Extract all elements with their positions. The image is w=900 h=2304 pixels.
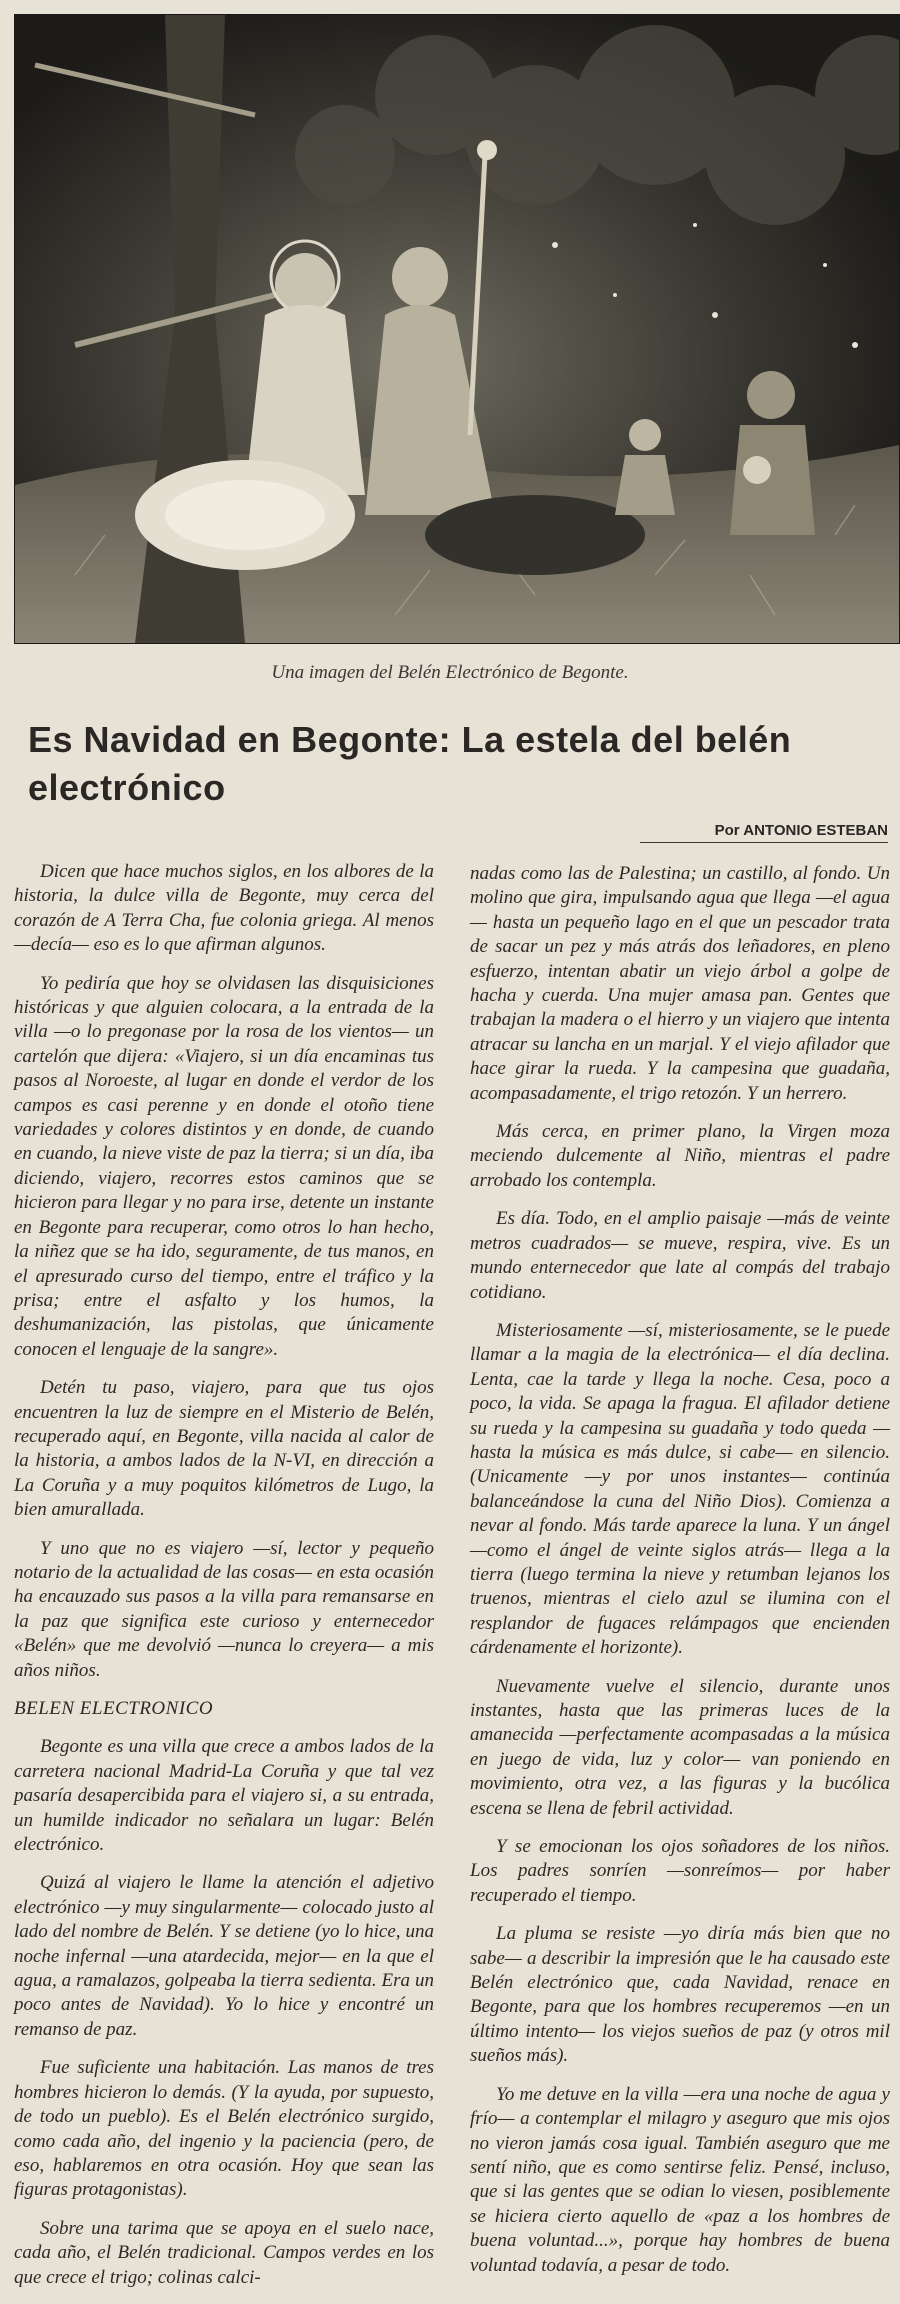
article-column-right [470, 862, 890, 2292]
headline: Es Navidad en Begonte: La estela del belén electrónico [28, 719, 792, 808]
paragraph: Sobre una tarima que se apoya en el suelo nace, cada año, el Belén tradicional. Campos verdes en los que crece el trigo; colinas calci- [14, 2217, 434, 2288]
paragraph: Begonte es una villa que crece a ambos lados de la carretera nacional Madrid-La Coruña y que tal vez pasaría desapercibida para el viajero si, a su entrada, un humilde indicador no señalara un lugar: Belén electrónico. [14, 1736, 434, 1856]
nativity-photo [14, 14, 900, 644]
paragraph: Quizá al viajero le llame la atención el adjetivo electrónico —y muy singularmente— colocado justo al lado del nombre de Belén. Y se detiene (yo lo hice, una noche infernal —una atardecida, mejor— en la que el agua, a ramalazos, golpeaba la tierra sedienta. Era un poco antes de Navidad). Yo lo hice y encontré un remanso de paz. [14, 1872, 434, 2040]
paragraph-continued: nadas como las de Palestina; un castillo, al fondo. Un molino que gira, impulsando agua que llega —el agua— hasta un pequeño lago en el que un pescador trata de sacar un pez y más atrás dos leñadores, en pleno esfuerzo, intentan abatir un viejo árbol a golpe de hacha y cuerda. Una mujer amasa pan. Gentes que trabajan la madera o el hierro y un viajero que intenta atracar su lancha en un marjal. Y el viejo afilador que hace girar la rueda. Y la campesina que guadaña, acompasadamente, el trigo retozón. Y un herrero. [470, 863, 890, 1104]
paragraph: Más cerca, en primer plano, la Virgen moza meciendo dulcemente al Niño, mientras el padre arrobado los contempla. [470, 1121, 890, 1191]
paragraph: Misteriosamente —sí, misteriosamente, se le puede llamar a la magia de la electrónica— el día declina. Lenta, cae la tarde y llega la noche. Cesa, poco a poco, la vida. Se apaga la fragua. El afilador detiene su rueda y la campesina su guadaña y todo queda —hasta la música es más dulce, si cabe— en silencio. (Unicamente —y por unos instantes— continúa balanceándose la cuna del Niño Dios). Comienza a nevar al fondo. Más tarde aparece la luna. Y un ángel —como el ángel de veinte siglos atrás— llega a la tierra (luego termina la nieve y retumban lejanos los truenos, mientras el cielo azul se ilumina con el resplandor de fugaces relámpagos que encienden cárdenamente el horizonte). [470, 1319, 890, 1659]
nativity-scene-photo-icon [15, 15, 899, 643]
article-column-left [14, 860, 434, 2304]
section-heading: BELEN ELECTRONICO [14, 1698, 214, 1719]
paragraph: Fue suficiente una habitación. Las manos de tres hombres hicieron lo demás. (Y la ayuda, por supuesto, de todo un pueblo). Es el Belén electrónico surgido, como cada año, del ingenio y la paciencia (pero, de eso, hablaremos en otra ocasión. Hoy que sean las figuras protagonistas). [14, 2057, 434, 2201]
paragraph: Nuevamente vuelve el silencio, durante unos instantes, hasta que las primeras luces de la amanecida —perfectamente acompasadas a la música en juego de vida, luz y color— van poniendo en movimiento, otra vez, a las figuras y la bucólica escena se llena de febril actividad. [470, 1675, 890, 1819]
photo-caption: Una imagen del Belén Electrónico de Begonte. [271, 662, 629, 683]
byline-author: ANTONIO ESTEBAN [743, 822, 888, 839]
paragraph: Detén tu paso, viajero, para que tus ojos encuentren la luz de siempre en el Misterio de Belén, recuperado aquí, en Begonte, villa nacida al calor de la historia, a ambos lados de la N-VI, en dirección a La Coruña y a muy poquitos kilómetros de Lugo, la bien amurallada. [14, 1377, 434, 1521]
paragraph: Es día. Todo, en el amplio paisaje —más de veinte metros cuadrados— se mueve, respira, vive. Es un mundo enternecedor que late al compás del trabajo cotidiano. [470, 1208, 890, 1303]
paragraph: Yo me detuve en la villa —era una noche de agua y frío— a contemplar el milagro y aseguro que mis ojos no vieron jamás cosa igual. También aseguro que me sentí niño, que es como sentirse feliz. Pensé, incluso, que si las gentes que se odian lo viesen, posiblemente se hiciera cierto aquello de «paz a los hombres de buena voluntad...», porque hay hombres de buena voluntad todavía, a pesar de todo. [470, 2083, 890, 2276]
byline [640, 822, 888, 843]
byline-prefix: Por [714, 822, 740, 839]
paragraph: Y se emocionan los ojos soñadores de los niños. Los padres sonríen —sonreímos— por haber recuperado el tiempo. [470, 1836, 890, 1906]
paragraph: La pluma se resiste —yo diría más bien que no sabe— a describir la impresión que le ha causado este Belén electrónico que, cada Navidad, renace en Begonte, para que los hombres recuperemos —en un último intento— los viejos sueños de paz (y otros mil sueños más). [470, 1923, 890, 2067]
paragraph: Y uno que no es viajero —sí, lector y pequeño notario de la actualidad de las cosas— en esta ocasión ha encauzado sus pasos a la villa para remansarse en la paz que significa este curioso y enternecedor «Belén» que me devolvió —nunca lo creyera— a mis años niños. [14, 1537, 434, 1681]
paragraph: Yo pediría que hoy se olvidasen las disquisiciones históricas y que alguien colocara, a la entrada de la villa —o lo pregonase por la rosa de los vientos— un cartelón que dijera: «Viajero, si un día encaminas tus pasos al Noroeste, al lugar en donde el verdor de los campos es casi perenne y en donde el otoño tiene variedades y colores distintos y en donde, de cuando en cuando, la nieve viste de paz la tierra; si un día, iba diciendo, viajero, recorres estos caminos que se hicieron para llegar y no para irse, detente un instante en Begonte para recuperar, como otros lo han hecho, la niñez que se ha ido, seguramente, de tus manos, en el apresurado curso del tiempo, entre el tráfico y la prisa; entre el asfalto y los humos, la deshumanización, las pistolas, que únicamente conocen el lenguaje de la sangre». [14, 972, 434, 1360]
paragraph: Dicen que hace muchos siglos, en los albores de la historia, la dulce villa de Begonte, muy cerca del corazón de A Terra Cha, fue colonia griega. Al menos —decía— eso es lo que afirman algunos. [14, 861, 434, 956]
